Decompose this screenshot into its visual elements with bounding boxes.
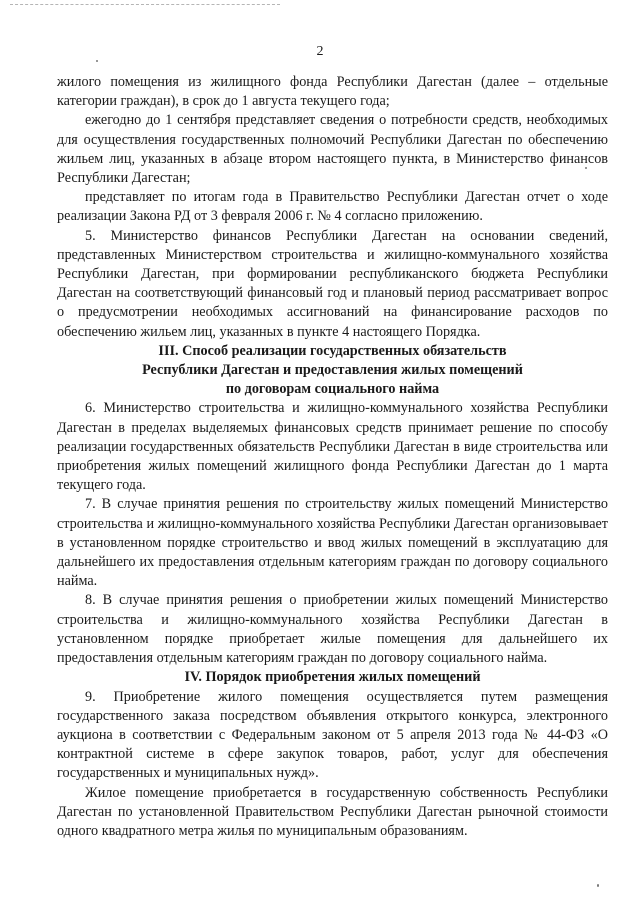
section-3-heading (57, 342, 608, 400)
paragraph-september-report: ежегодно до 1 сентября представляет сведения о потребности средств, необходимых для осуществления государственных полномочий Республики Дагестан по обеспечению жильем лиц, указанных в абзаце втором настоящего пункта, в Министерство финансов Республики Дагестан; (57, 112, 608, 187)
section-4-heading: IV. Порядок приобретения жилых помещений (184, 669, 481, 686)
scan-speck (597, 884, 599, 887)
paragraph-item-5: 5. Министерство финансов Республики Дагестан на основании сведений, представленных Министерством строительства и жилищно-коммунального хозяйства Республики Дагестан, при формировании республиканского бюджета Республики Дагестан на соответствующий финансовый год и плановый период рассматривает вопрос о предусмотрении необходимых ассигнований на финансирование расходов по обеспечению жильем лиц, указанных в пункте 4 настоящего Порядка. (57, 227, 608, 340)
scan-speck (96, 60, 98, 62)
paragraph-item-9: 9. Приобретение жилого помещения осуществляется путем размещения государственного заказа посредством объявления открытого конкурса, электронного аукциона в соответствии с Федеральным законом от 5 апреля 2013 года № 44-ФЗ «О контрактной системе в сфере закупок товаров, работ, услуг для обеспечения государственных и муниципальных нужд». (57, 688, 608, 782)
paragraph-item-6: 6. Министерство строительства и жилищно-коммунального хозяйства Республики Дагестан в пределах выделяемых финансовых средств принимает решение по способу реализации государственных обязательств Республики Дагестан в виде строительства или приобретения жилых помещений жилищного фонда Республики Дагестан до 1 марта текущего года. (57, 400, 608, 494)
document-body (57, 73, 608, 841)
page-number: 2 (316, 44, 324, 59)
section-3-heading-line: по договорам социального найма (225, 381, 440, 398)
paragraph-continuation: жилого помещения из жилищного фонда Республики Дагестан (далее – отдельные категории граждан), в срок до 1 августа текущего года; (57, 74, 608, 110)
paragraph-state-ownership: Жилое помещение приобретается в государственную собственность Республики Дагестан по установленной Правительством Республики Дагестан рыночной стоимости одного квадратного метра жилья по муниципальным образованиям. (57, 784, 608, 839)
section-3-heading-line: Республики Дагестан и предоставления жилых помещений (142, 362, 523, 379)
scan-top-edge-line (10, 4, 280, 5)
section-3-heading-line: III. Способ реализации государственных обязательств (158, 342, 507, 359)
paragraph-annual-report: представляет по итогам года в Правительство Республики Дагестан отчет о ходе реализации Закона РД от 3 февраля 2006 г. № 4 согласно приложению. (57, 189, 608, 225)
paragraph-item-8: 8. В случае принятия решения о приобретении жилых помещений Министерство строительства и жилищно-коммунального хозяйства Республики Дагестан в установленном порядке приобретает жилые помещения для дальнейшего их предоставления отдельным категориям граждан по договору социального найма. (57, 592, 608, 667)
paragraph-item-7: 7. В случае принятия решения по строительству жилых помещений Министерство строительства и жилищно-коммунального хозяйства Республики Дагестан организовывает в установленном порядке строительство и ввод жилых помещений в эксплуатацию для дальнейшего их предоставления отдельным категориям граждан по договору социального найма. (57, 496, 608, 590)
